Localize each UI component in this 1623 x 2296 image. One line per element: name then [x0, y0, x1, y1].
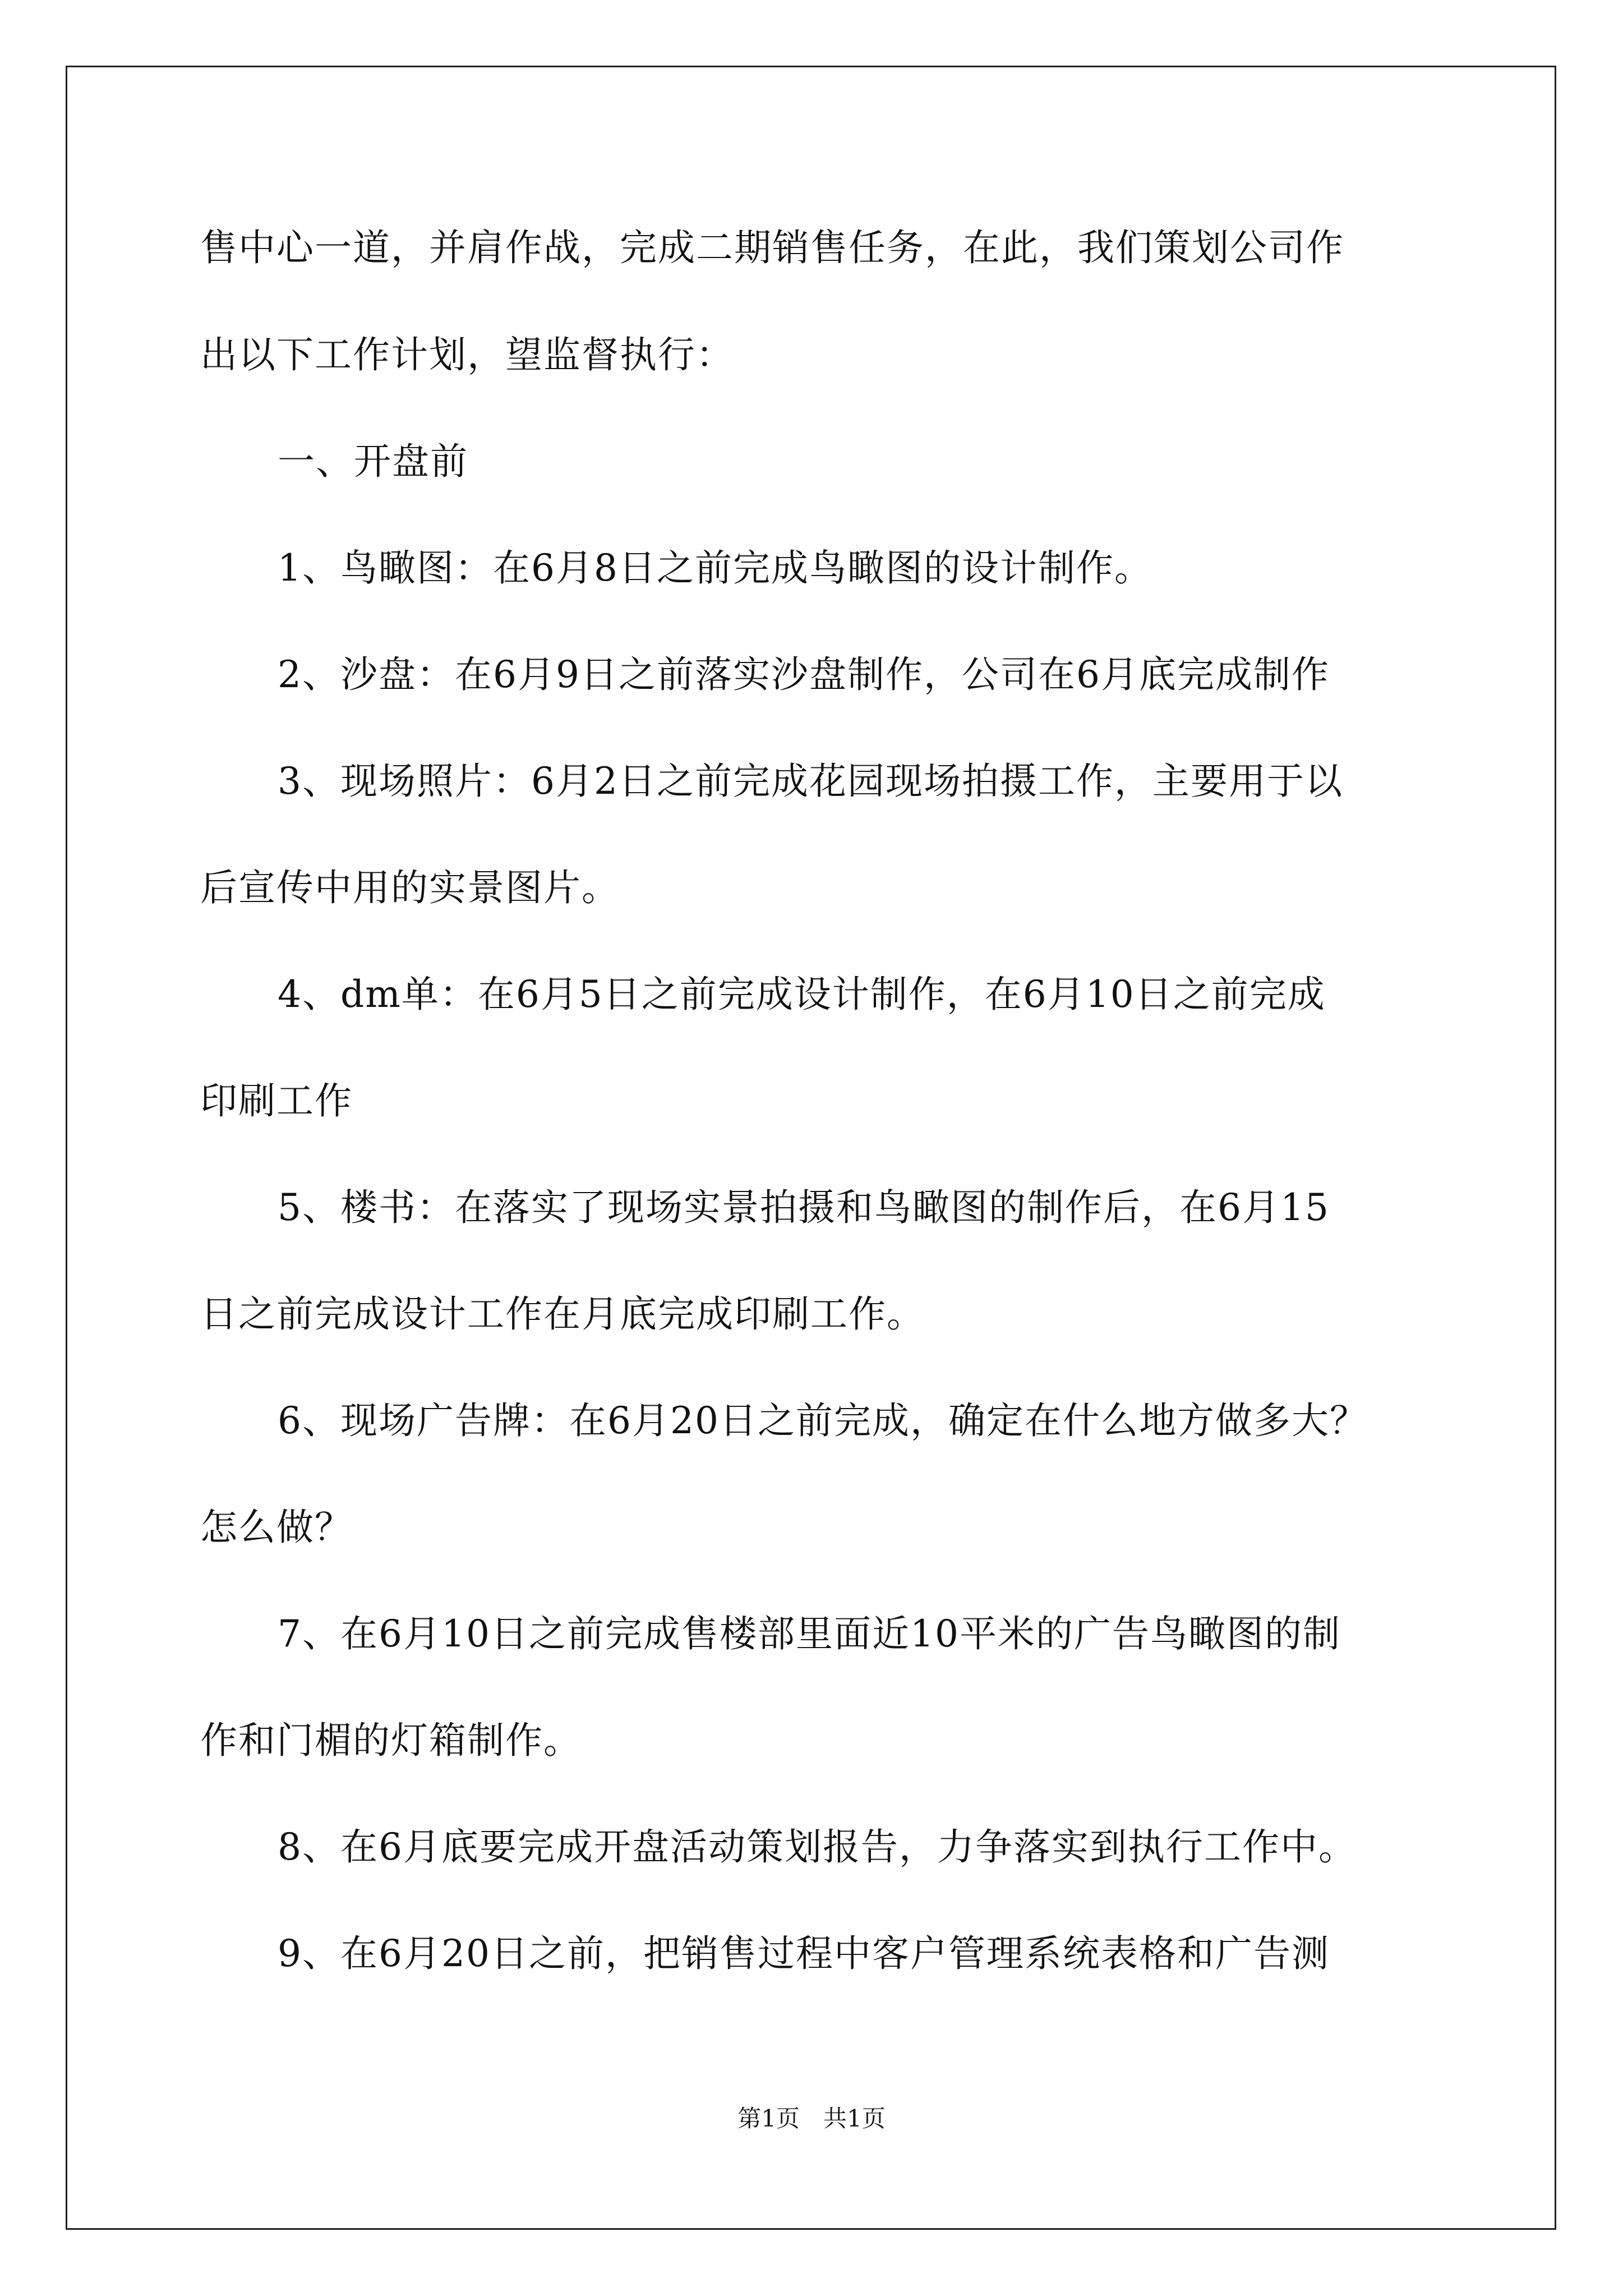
body-line-item-7: 7、在6月10日之前完成售楼部里面近10平米的广告鸟瞰图的制 [278, 1612, 1341, 1655]
body-line-item-2: 2、沙盘：在6月9日之前落实沙盘制作，公司在6月底完成制作 [278, 653, 1330, 696]
body-line-item-7-cont: 作和门楣的灯箱制作。 [200, 1719, 582, 1762]
body-line-item-9: 9、在6月20日之前，把销售过程中客户管理系统表格和广告测 [278, 1932, 1330, 1975]
body-line-item-3: 3、现场照片：6月2日之前完成花园现场拍摄工作，主要用于以 [278, 760, 1343, 803]
body-line-item-1: 1、鸟瞰图：在6月8日之前完成鸟瞰图的设计制作。 [278, 546, 1152, 590]
body-line-item-6-cont: 怎么做？ [200, 1506, 353, 1549]
section-heading: 一、开盘前 [278, 440, 468, 483]
body-line-2: 出以下工作计划，望监督执行： [200, 333, 734, 376]
body-line-item-5: 5、楼书：在落实了现场实景拍摄和鸟瞰图的制作后，在6月15 [278, 1186, 1330, 1229]
body-line-item-4-cont: 印刷工作 [200, 1079, 353, 1122]
body-line-item-6: 6、现场广告牌：在6月20日之前完成，确定在什么地方做多大？ [278, 1399, 1368, 1442]
body-line-item-5-cont: 日之前完成设计工作在月底完成印刷工作。 [200, 1292, 925, 1336]
page-border [66, 66, 1556, 2230]
body-line-1: 售中心一道，并肩作战，完成二期销售任务，在此，我们策划公司作 [200, 226, 1344, 269]
body-line-item-3-cont: 后宣传中用的实景图片。 [200, 866, 620, 909]
body-line-item-4: 4、dm单：在6月5日之前完成设计制作，在6月10日之前完成 [278, 973, 1326, 1016]
page-number-footer: 第1页 共1页 [737, 2105, 886, 2132]
body-line-item-8: 8、在6月底要完成开盘活动策划报告，力争落实到执行工作中。 [278, 1825, 1357, 1869]
